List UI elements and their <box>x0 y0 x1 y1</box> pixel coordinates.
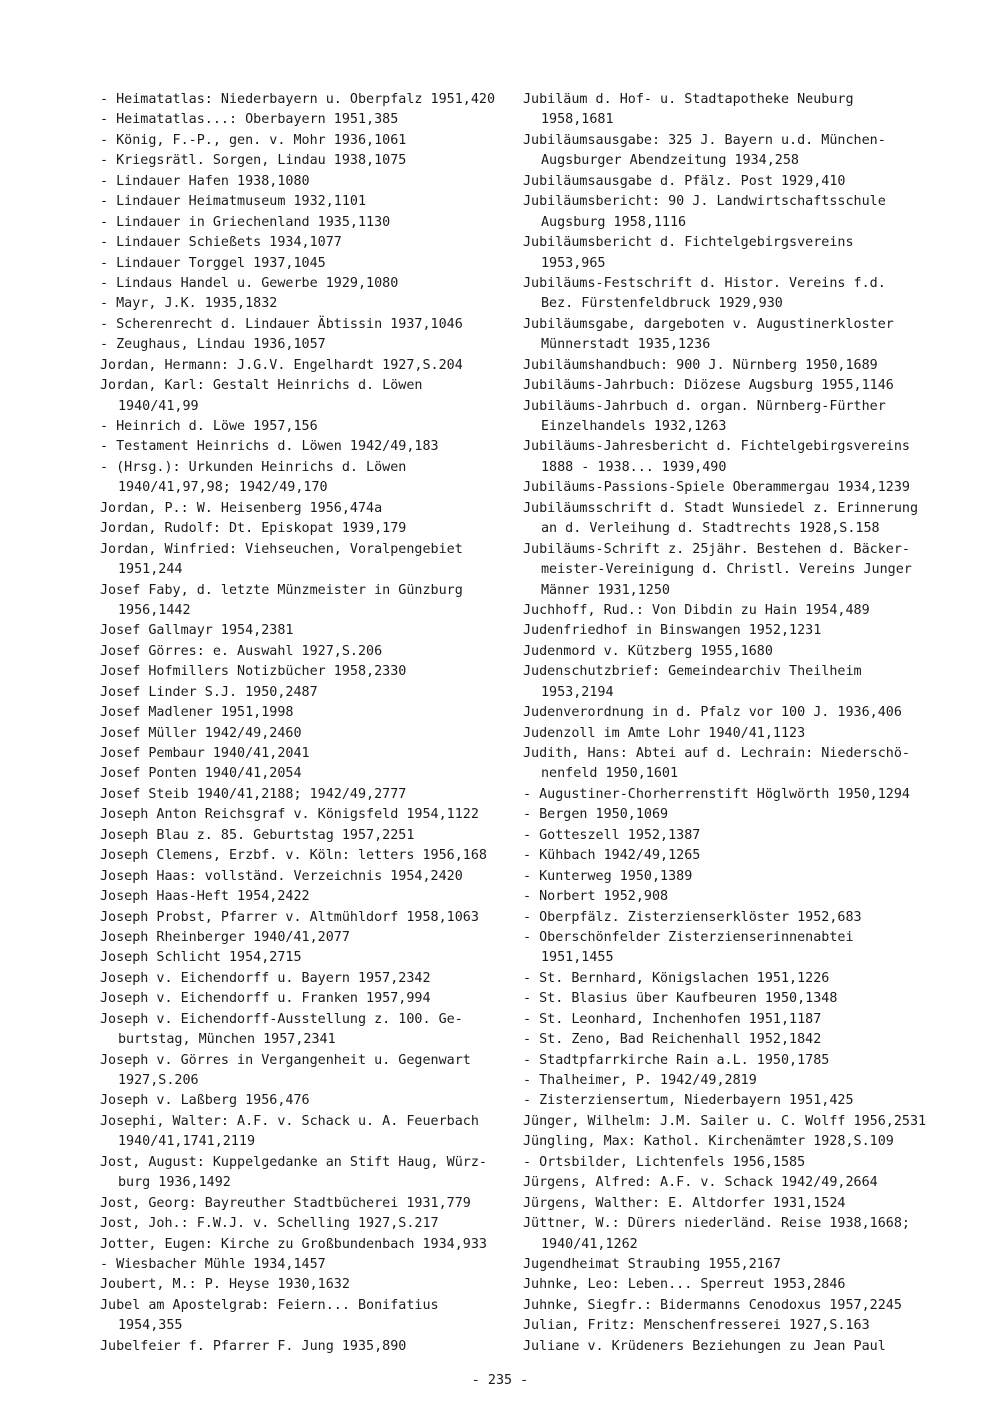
index-entry-line: Josef Hofmillers Notizbücher 1958,2330 <box>100 664 407 680</box>
index-entry-line: Jürgens, Walther: E. Altdorfer 1931,1524 <box>523 1195 846 1211</box>
index-entry-line: - Stadtpfarrkirche Rain a.L. 1950,1785 <box>523 1052 830 1068</box>
index-entry-line: Juchhoff, Rud.: Von Dibdin zu Hain 1954,489 <box>523 602 870 618</box>
index-entry-line: Jubiläums-Jahrbuch d. organ. Nürnberg-Fürther <box>523 398 886 414</box>
index-entry-line: Joseph Schlicht 1954,2715 <box>100 950 302 966</box>
index-entry-line: - Bergen 1950,1069 <box>523 807 669 823</box>
index-entry-line: Jubiläums-Jahrbuch: Diözese Augsburg 1955,1146 <box>523 378 894 394</box>
index-entry-line: 1953,965 <box>541 255 606 271</box>
index-entry-line: Jordan, P.: W. Heisenberg 1956,474a <box>100 500 383 516</box>
index-entry-line: Joseph Probst, Pfarrer v. Altmühldorf 1958,1063 <box>100 909 479 925</box>
index-entry-line: Josef Ponten 1940/41,2054 <box>100 766 302 782</box>
index-entry-line: Jünger, Wilhelm: J.M. Sailer u. C. Wolff 1956,2531 <box>523 1113 927 1129</box>
index-entry-line: Joseph Haas: vollständ. Verzeichnis 1954,2420 <box>100 868 463 884</box>
index-entry-line: Juliane v. Krüdeners Beziehungen zu Jean Paul <box>523 1338 886 1354</box>
index-entry-line: - Norbert 1952,908 <box>523 889 669 905</box>
index-entry-line: - Zeughaus, Lindau 1936,1057 <box>100 337 326 353</box>
index-entry-line: Augsburger Abendzeitung 1934,258 <box>541 153 799 169</box>
index-entry-line: Jubel am Apostelgrab: Feiern... Bonifatius <box>100 1297 439 1313</box>
index-entry-line: Joseph Blau z. 85. Geburtstag 1957,2251 <box>100 827 415 843</box>
index-entry-line: - Augustiner-Chorherrenstift Höglwörth 1950,1294 <box>523 786 910 802</box>
index-entry-line: 1888 - 1938... 1939,490 <box>541 459 727 475</box>
index-entry-line: - Lindauer Schießets 1934,1077 <box>100 235 342 251</box>
index-entry-line: Judenmord v. Kützberg 1955,1680 <box>523 643 773 659</box>
index-entry-line: Jubiläums-Schrift z. 25jähr. Bestehen d. Bäcker- <box>523 541 910 557</box>
index-entry-line: 1940/41,99 <box>118 398 199 414</box>
index-entry-line: Joseph Rheinberger 1940/41,2077 <box>100 929 350 945</box>
index-entry-line: - Lindauer Torggel 1937,1045 <box>100 255 326 271</box>
index-entry-line: Jubelfeier f. Pfarrer F. Jung 1935,890 <box>100 1338 407 1354</box>
index-entry-line: Jubiläumshandbuch: 900 J. Nürnberg 1950,1689 <box>523 357 878 373</box>
index-entry-line: Jordan, Winfried: Viehseuchen, Voralpengebiet <box>100 541 463 557</box>
index-entry-line: Jost, August: Kuppelgedanke an Stift Haug, Würz- <box>100 1154 487 1170</box>
index-entry-line: Josef Pembaur 1940/41,2041 <box>100 746 310 761</box>
index-entry-line: - St. Bernhard, Königslachen 1951,1226 <box>523 970 830 986</box>
index-entry-line: Augsburg 1958,1116 <box>541 214 687 230</box>
index-entry-line: Joseph Clemens, Erzbf. v. Köln: letters 1956,168 <box>100 848 487 864</box>
index-entry-line: Juhnke, Siegfr.: Bidermanns Cenodoxus 1957,2245 <box>523 1297 902 1313</box>
index-entry-line: Joseph v. Eichendorff u. Bayern 1957,2342 <box>100 970 431 986</box>
index-entry-line: - Zisterziensertum, Niederbayern 1951,425 <box>523 1093 854 1109</box>
index-entry-line: - Thalheimer, P. 1942/49,2819 <box>523 1073 757 1088</box>
index-entry-line: Josef Faby, d. letzte Münzmeister in Günzburg <box>100 582 463 598</box>
index-entry-line: Jubiläumsgabe, dargeboten v. Augustinerkloster <box>523 316 894 332</box>
index-entry-line: - Lindauer Heimatmuseum 1932,1101 <box>100 194 367 210</box>
index-entry-line: Jubiläumsausgabe d. Pfälz. Post 1929,410 <box>523 173 846 189</box>
index-entry-line: - St. Blasius über Kaufbeuren 1950,1348 <box>523 991 838 1007</box>
index-entry-line: 1951,244 <box>118 562 183 578</box>
index-entry-line: - Kühbach 1942/49,1265 <box>523 848 701 864</box>
index-entry-line: Jüttner, W.: Dürers niederländ. Reise 1938,1668; <box>523 1216 910 1232</box>
index-entry-line: Jubiläumsschrift d. Stadt Wunsiedel z. Erinnerung <box>523 500 919 516</box>
index-entry-line: Jubiläumsbericht: 90 J. Landwirtschaftsschule <box>523 194 886 210</box>
index-entry-line: - Lindauer Hafen 1938,1080 <box>100 173 310 189</box>
index-entry-line: Joseph v. Görres in Vergangenheit u. Gegenwart <box>100 1052 471 1068</box>
index-entry-line: Judenschutzbrief: Gemeindearchiv Theilheim <box>523 664 862 680</box>
index-entry-line: - Lindaus Handel u. Gewerbe 1929,1080 <box>100 275 399 291</box>
index-entry-line: Jordan, Hermann: J.G.V. Engelhardt 1927,S.204 <box>100 357 463 373</box>
index-entry-line: Josef Müller 1942/49,2460 <box>100 725 302 741</box>
index-entry-line: nenfeld 1950,1601 <box>541 766 679 782</box>
index-entry-line: - St. Leonhard, Inchenhofen 1951,1187 <box>523 1011 822 1027</box>
index-entry-line: Jotter, Eugen: Kirche zu Großbundenbach 1934,933 <box>100 1236 487 1252</box>
index-entry-line: 1954,355 <box>118 1318 183 1334</box>
index-entry-line: Joseph Haas-Heft 1954,2422 <box>100 889 310 905</box>
index-entry-line: - Wiesbacher Mühle 1934,1457 <box>100 1256 326 1272</box>
index-entry-line: Judenzoll im Amte Lohr 1940/41,1123 <box>523 725 806 741</box>
index-entry-line: Julian, Fritz: Menschenfresserei 1927,S.163 <box>523 1318 870 1334</box>
index-entry-line: Josef Steib 1940/41,2188; 1942/49,2777 <box>100 786 407 802</box>
index-entry-line: Jubiläum d. Hof- u. Stadtapotheke Neuburg <box>523 92 854 107</box>
index-entry-line: - Heinrich d. Löwe 1957,156 <box>100 419 318 434</box>
index-entry-line: 1951,1455 <box>541 950 614 966</box>
index-entry-line: - Oberschönfelder Zisterzienserinnenabtei <box>523 929 854 945</box>
index-entry-line: - Kunterweg 1950,1389 <box>523 868 693 884</box>
right-column <box>523 90 963 1357</box>
index-entry-line: burtstag, München 1957,2341 <box>118 1032 336 1048</box>
index-entry-line: Jubiläumsbericht d. Fichtelgebirgsvereins <box>523 235 854 251</box>
index-entry-line: Joseph v. Eichendorff-Ausstellung z. 100. Ge- <box>100 1011 463 1027</box>
index-entry-line: - Oberpfälz. Zisterzienserklöster 1952,683 <box>523 909 862 925</box>
index-entry-line: Juhnke, Leo: Leben... Sperreut 1953,2846 <box>523 1277 846 1293</box>
index-entry-line: Joubert, M.: P. Heyse 1930,1632 <box>100 1277 350 1293</box>
index-entry-line: Münnerstadt 1935,1236 <box>541 337 711 353</box>
index-entry-line: Judenfriedhof in Binswangen 1952,1231 <box>523 623 822 639</box>
index-entry-line: Josef Linder S.J. 1950,2487 <box>100 684 318 700</box>
left-column <box>100 90 520 1357</box>
index-entry-line: Jubiläumsausgabe: 325 J. Bayern u.d. München- <box>523 132 886 148</box>
index-entry-line: - (Hrsg.): Urkunden Heinrichs d. Löwen <box>100 459 407 475</box>
index-entry-line: Jost, Joh.: F.W.J. v. Schelling 1927,S.217 <box>100 1216 439 1232</box>
index-entry-line: Jüngling, Max: Kathol. Kirchenämter 1928,S.109 <box>523 1134 894 1150</box>
index-entry-line: - Lindauer in Griechenland 1935,1130 <box>100 214 391 230</box>
index-entry-line: - Kriegsrätl. Sorgen, Lindau 1938,1075 <box>100 153 407 169</box>
index-entry-line: Judith, Hans: Abtei auf d. Lechrain: Niederschö- <box>523 746 910 761</box>
index-entry-line: - König, F.-P., gen. v. Mohr 1936,1061 <box>100 132 407 148</box>
index-entry-line: Jugendheimat Straubing 1955,2167 <box>523 1256 781 1272</box>
index-entry-line: Jordan, Karl: Gestalt Heinrichs d. Löwen <box>100 378 423 394</box>
index-entry-line: Jubiläums-Passions-Spiele Oberammergau 1934,1239 <box>523 480 910 496</box>
index-entry-line: Jordan, Rudolf: Dt. Episkopat 1939,179 <box>100 521 407 537</box>
index-entry-line: Joseph v. Laßberg 1956,476 <box>100 1093 310 1109</box>
index-entry-line: Josef Madlener 1951,1998 <box>100 705 294 721</box>
index-entry-line: Joseph v. Eichendorff u. Franken 1957,994 <box>100 991 431 1007</box>
index-entry-line: 1958,1681 <box>541 112 614 128</box>
index-entry-line: Josef Görres: e. Auswahl 1927,S.206 <box>100 643 383 659</box>
index-entry-line: 1956,1442 <box>118 602 191 618</box>
index-entry-line: - Testament Heinrichs d. Löwen 1942/49,183 <box>100 439 439 455</box>
index-entry-line: 1927,S.206 <box>118 1073 199 1088</box>
index-entry-line: 1940/41,1741,2119 <box>118 1134 256 1150</box>
index-entry-line: - Heimatatlas...: Oberbayern 1951,385 <box>100 112 399 128</box>
index-entry-line: Einzelhandels 1932,1263 <box>541 419 727 434</box>
index-entry-line: an d. Verleihung d. Stadtrechts 1928,S.158 <box>541 521 880 537</box>
index-entry-line: Joseph Anton Reichsgraf v. Königsfeld 1954,1122 <box>100 807 479 823</box>
index-entry-line: burg 1936,1492 <box>118 1175 231 1191</box>
index-entry-line: meister-Vereinigung d. Christl. Vereins Junger <box>541 562 912 578</box>
index-entry-line: Josephi, Walter: A.F. v. Schack u. A. Feuerbach <box>100 1113 479 1129</box>
index-entry-line: Josef Gallmayr 1954,2381 <box>100 623 294 639</box>
index-entry-line: - Heimatatlas: Niederbayern u. Oberpfalz 1951,420 <box>100 92 496 107</box>
index-entry-line: Jürgens, Alfred: A.F. v. Schack 1942/49,2664 <box>523 1175 878 1191</box>
index-entry-line: - Scherenrecht d. Lindauer Äbtissin 1937,1046 <box>100 316 463 332</box>
index-entry-line: Jubiläums-Festschrift d. Histor. Vereins f.d. <box>523 275 886 291</box>
index-entry-line: Judenverordnung in d. Pfalz vor 100 J. 1936,406 <box>523 705 902 721</box>
index-entry-line: Jubiläums-Jahresbericht d. Fichtelgebirgsvereins <box>523 439 910 455</box>
page-number: - 235 - <box>471 1373 529 1388</box>
index-entry-line: - Gotteszell 1952,1387 <box>523 827 701 843</box>
index-entry-line: 1940/41,97,98; 1942/49,170 <box>118 480 328 496</box>
index-entry-line: 1953,2194 <box>541 684 614 700</box>
index-entry-line: - St. Zeno, Bad Reichenhall 1952,1842 <box>523 1032 822 1048</box>
index-entry-line: Bez. Fürstenfeldbruck 1929,930 <box>541 296 783 312</box>
index-entry-line: - Mayr, J.K. 1935,1832 <box>100 296 278 312</box>
index-entry-line: 1940/41,1262 <box>541 1236 638 1252</box>
index-entry-line: Jost, Georg: Bayreuther Stadtbücherei 1931,779 <box>100 1195 471 1211</box>
index-entry-line: - Ortsbilder, Lichtenfels 1956,1585 <box>523 1154 806 1170</box>
index-entry-line: Männer 1931,1250 <box>541 582 670 598</box>
